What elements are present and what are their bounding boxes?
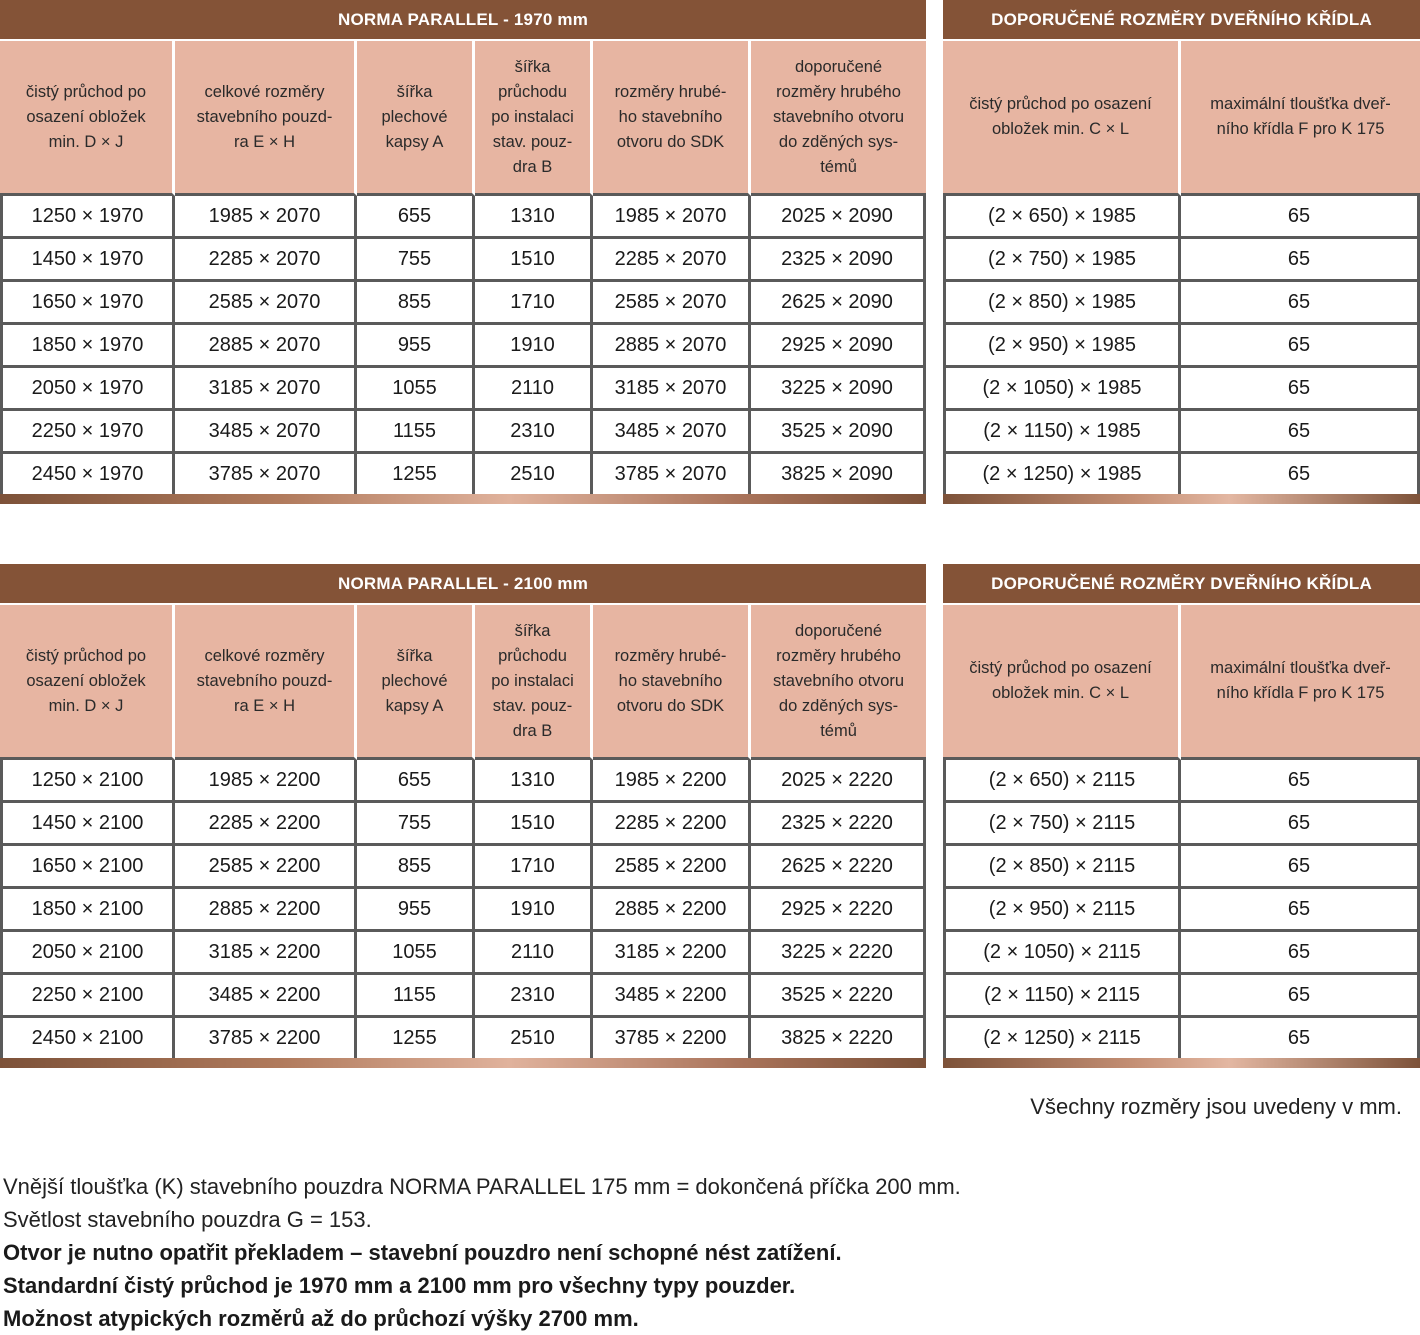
- table-row: [943, 325, 1420, 368]
- cell: (2 × 1250) × 1985: [943, 454, 1181, 494]
- col-header-pocket-width: šířka plechové kapsy A: [357, 41, 475, 196]
- cell: 3785 × 2200: [593, 1018, 751, 1058]
- table-row: [943, 282, 1420, 325]
- cell: 1155: [357, 411, 475, 454]
- cell: 755: [357, 239, 475, 282]
- col-header-overall-dimensions: celkové rozměry stavebního pouzd- ra E × H: [175, 41, 357, 196]
- cell: 65: [1181, 196, 1420, 239]
- main-table-2100: [0, 564, 926, 1068]
- cell: 1850 × 2100: [0, 889, 175, 932]
- table-row: [0, 932, 926, 975]
- table-row: [0, 454, 926, 494]
- cell: 1650 × 2100: [0, 846, 175, 889]
- cell: 3525 × 2090: [751, 411, 926, 454]
- side-table-1970: [943, 0, 1420, 504]
- table-row: [0, 239, 926, 282]
- footnote-clearance: Světlost stavebního pouzdra G = 153.: [3, 1207, 372, 1232]
- cell: 2925 × 2220: [751, 889, 926, 932]
- cell: (2 × 950) × 1985: [943, 325, 1181, 368]
- table-row: [0, 196, 926, 239]
- table-row: [0, 411, 926, 454]
- cell: 2885 × 2070: [175, 325, 357, 368]
- col-header-passage-width: šířka průchodu po instalaci stav. pouz- dra B: [475, 605, 593, 760]
- table-row: [943, 411, 1420, 454]
- table-row: [0, 325, 926, 368]
- col-header-recommended-opening: doporučené rozměry hrubého stavebního otvoru do zděných sys- témů: [751, 605, 926, 760]
- cell: (2 × 1150) × 1985: [943, 411, 1181, 454]
- cell: 65: [1181, 239, 1420, 282]
- table-bottom-bar: [943, 1058, 1420, 1068]
- cell: 1710: [475, 282, 593, 325]
- table-row: [943, 889, 1420, 932]
- table-bottom-bar: [943, 494, 1420, 504]
- col-header-clear-passage: čistý průchod po osazení obložek min. D × J: [0, 41, 175, 196]
- table-bottom-bar: [0, 1058, 926, 1068]
- cell: 2625 × 2090: [751, 282, 926, 325]
- col-header-leaf-thickness: maximální tloušťka dveř- ního křídla F pro K 175: [1181, 605, 1420, 760]
- table-row: [943, 239, 1420, 282]
- table-row: [943, 803, 1420, 846]
- table-row: [943, 760, 1420, 803]
- cell: 2585 × 2070: [593, 282, 751, 325]
- cell: 1985 × 2200: [175, 760, 357, 803]
- col-header-leaf-clear-passage: čistý průchod po osazení obložek min. C × L: [943, 41, 1181, 196]
- cell: 1055: [357, 932, 475, 975]
- cell: 2310: [475, 411, 593, 454]
- cell: 2050 × 1970: [0, 368, 175, 411]
- cell: 65: [1181, 411, 1420, 454]
- cell: 1450 × 1970: [0, 239, 175, 282]
- table-row: [0, 1018, 926, 1058]
- col-header-rough-opening-sdk: rozměry hrubé- ho stavebního otvoru do SDK: [593, 605, 751, 760]
- cell: 2510: [475, 454, 593, 494]
- cell: 1910: [475, 889, 593, 932]
- cell: 1510: [475, 803, 593, 846]
- cell: 2510: [475, 1018, 593, 1058]
- table-row: [0, 760, 926, 803]
- table-row: [943, 196, 1420, 239]
- cell: 65: [1181, 889, 1420, 932]
- cell: 2585 × 2200: [593, 846, 751, 889]
- cell: 755: [357, 803, 475, 846]
- cell: 65: [1181, 1018, 1420, 1058]
- cell: 2450 × 2100: [0, 1018, 175, 1058]
- cell: 2625 × 2220: [751, 846, 926, 889]
- cell: (2 × 750) × 1985: [943, 239, 1181, 282]
- cell: 1310: [475, 196, 593, 239]
- cell: 1250 × 1970: [0, 196, 175, 239]
- cell: (2 × 850) × 2115: [943, 846, 1181, 889]
- cell: 65: [1181, 760, 1420, 803]
- cell: 1310: [475, 760, 593, 803]
- cell: 65: [1181, 846, 1420, 889]
- cell: 1985 × 2070: [593, 196, 751, 239]
- cell: 3185 × 2070: [593, 368, 751, 411]
- col-header-passage-width: šířka průchodu po instalaci stav. pouz- dra B: [475, 41, 593, 196]
- cell: 3825 × 2220: [751, 1018, 926, 1058]
- side-table-title: DOPORUČENÉ ROZMĚRY DVEŘNÍHO KŘÍDLA: [943, 0, 1420, 41]
- footnote-standard-passage: Standardní čistý průchod je 1970 mm a 2100 mm pro všechny typy pouzder.: [3, 1273, 796, 1298]
- cell: 2925 × 2090: [751, 325, 926, 368]
- footnote-atypical-sizes: Možnost atypických rozměrů až do průchozí výšky 2700 mm.: [3, 1306, 639, 1331]
- cell: 1985 × 2200: [593, 760, 751, 803]
- table-row: [0, 282, 926, 325]
- footnotes: [3, 1170, 961, 1335]
- cell: 2450 × 1970: [0, 454, 175, 494]
- cell: 3785 × 2200: [175, 1018, 357, 1058]
- table-row: [943, 1018, 1420, 1058]
- col-header-overall-dimensions: celkové rozměry stavebního pouzd- ra E × H: [175, 605, 357, 760]
- col-header-leaf-thickness: maximální tloušťka dveř- ního křídla F pro K 175: [1181, 41, 1420, 196]
- cell: 2325 × 2220: [751, 803, 926, 846]
- units-note: Všechny rozměry jsou uvedeny v mm.: [1030, 1094, 1402, 1119]
- cell: 1710: [475, 846, 593, 889]
- cell: 1910: [475, 325, 593, 368]
- cell: 3825 × 2090: [751, 454, 926, 494]
- cell: 3185 × 2070: [175, 368, 357, 411]
- cell: 2110: [475, 932, 593, 975]
- cell: 2050 × 2100: [0, 932, 175, 975]
- cell: 1055: [357, 368, 475, 411]
- side-table-2100: [943, 564, 1420, 1068]
- col-header-leaf-clear-passage: čistý průchod po osazení obložek min. C × L: [943, 605, 1181, 760]
- main-table-1970: [0, 0, 926, 504]
- cell: 65: [1181, 803, 1420, 846]
- cell: 3185 × 2200: [593, 932, 751, 975]
- cell: (2 × 1050) × 2115: [943, 932, 1181, 975]
- cell: 2310: [475, 975, 593, 1018]
- col-header-pocket-width: šířka plechové kapsy A: [357, 605, 475, 760]
- cell: 65: [1181, 454, 1420, 494]
- cell: 2885 × 2200: [593, 889, 751, 932]
- cell: 3785 × 2070: [593, 454, 751, 494]
- cell: 3485 × 2070: [593, 411, 751, 454]
- table-row: [943, 368, 1420, 411]
- cell: 855: [357, 282, 475, 325]
- cell: 2885 × 2200: [175, 889, 357, 932]
- table-row: [943, 975, 1420, 1018]
- table-row: [0, 889, 926, 932]
- cell: 2325 × 2090: [751, 239, 926, 282]
- cell: 2885 × 2070: [593, 325, 751, 368]
- cell: 1510: [475, 239, 593, 282]
- cell: (2 × 1050) × 1985: [943, 368, 1181, 411]
- cell: 1255: [357, 1018, 475, 1058]
- cell: 3185 × 2200: [175, 932, 357, 975]
- col-header-clear-passage: čistý průchod po osazení obložek min. D × J: [0, 605, 175, 760]
- cell: 655: [357, 760, 475, 803]
- cell: (2 × 650) × 2115: [943, 760, 1181, 803]
- cell: (2 × 650) × 1985: [943, 196, 1181, 239]
- cell: 3485 × 2070: [175, 411, 357, 454]
- cell: 1850 × 1970: [0, 325, 175, 368]
- cell: 2250 × 2100: [0, 975, 175, 1018]
- cell: (2 × 1250) × 2115: [943, 1018, 1181, 1058]
- cell: 2025 × 2220: [751, 760, 926, 803]
- col-header-rough-opening-sdk: rozměry hrubé- ho stavebního otvoru do SDK: [593, 41, 751, 196]
- table-row: [943, 454, 1420, 494]
- table-bottom-bar: [0, 494, 926, 504]
- table-title: NORMA PARALLEL - 1970 mm: [0, 0, 926, 41]
- cell: 3225 × 2220: [751, 932, 926, 975]
- cell: 65: [1181, 325, 1420, 368]
- cell: 2585 × 2200: [175, 846, 357, 889]
- cell: (2 × 850) × 1985: [943, 282, 1181, 325]
- cell: 1255: [357, 454, 475, 494]
- cell: 2285 × 2200: [593, 803, 751, 846]
- cell: 3485 × 2200: [593, 975, 751, 1018]
- cell: 855: [357, 846, 475, 889]
- table-title: NORMA PARALLEL - 2100 mm: [0, 564, 926, 605]
- footnote-outer-thickness: Vnější tloušťka (K) stavebního pouzdra NORMA PARALLEL 175 mm = dokončená příčka 200 mm.: [3, 1174, 961, 1199]
- cell: 1450 × 2100: [0, 803, 175, 846]
- table-row: [0, 368, 926, 411]
- table-row: [0, 803, 926, 846]
- cell: 955: [357, 889, 475, 932]
- cell: 2285 × 2070: [593, 239, 751, 282]
- cell: 1985 × 2070: [175, 196, 357, 239]
- cell: 3225 × 2090: [751, 368, 926, 411]
- table-row: [0, 975, 926, 1018]
- cell: 65: [1181, 975, 1420, 1018]
- cell: 2110: [475, 368, 593, 411]
- cell: (2 × 750) × 2115: [943, 803, 1181, 846]
- cell: 2250 × 1970: [0, 411, 175, 454]
- footnote-lintel-warning: Otvor je nutno opatřit překladem – stavební pouzdro není schopné nést zatížení.: [3, 1240, 842, 1265]
- table-row: [943, 932, 1420, 975]
- cell: 655: [357, 196, 475, 239]
- cell: 1650 × 1970: [0, 282, 175, 325]
- cell: 3485 × 2200: [175, 975, 357, 1018]
- cell: 1250 × 2100: [0, 760, 175, 803]
- cell: 3785 × 2070: [175, 454, 357, 494]
- cell: 65: [1181, 282, 1420, 325]
- cell: 2285 × 2070: [175, 239, 357, 282]
- cell: 2285 × 2200: [175, 803, 357, 846]
- table-row: [0, 846, 926, 889]
- cell: 955: [357, 325, 475, 368]
- cell: 65: [1181, 368, 1420, 411]
- cell: 1155: [357, 975, 475, 1018]
- side-table-title: DOPORUČENÉ ROZMĚRY DVEŘNÍHO KŘÍDLA: [943, 564, 1420, 605]
- cell: 65: [1181, 932, 1420, 975]
- cell: 2585 × 2070: [175, 282, 357, 325]
- cell: 2025 × 2090: [751, 196, 926, 239]
- cell: (2 × 950) × 2115: [943, 889, 1181, 932]
- cell: (2 × 1150) × 2115: [943, 975, 1181, 1018]
- col-header-recommended-opening: doporučené rozměry hrubého stavebního otvoru do zděných sys- témů: [751, 41, 926, 196]
- table-row: [943, 846, 1420, 889]
- cell: 3525 × 2220: [751, 975, 926, 1018]
